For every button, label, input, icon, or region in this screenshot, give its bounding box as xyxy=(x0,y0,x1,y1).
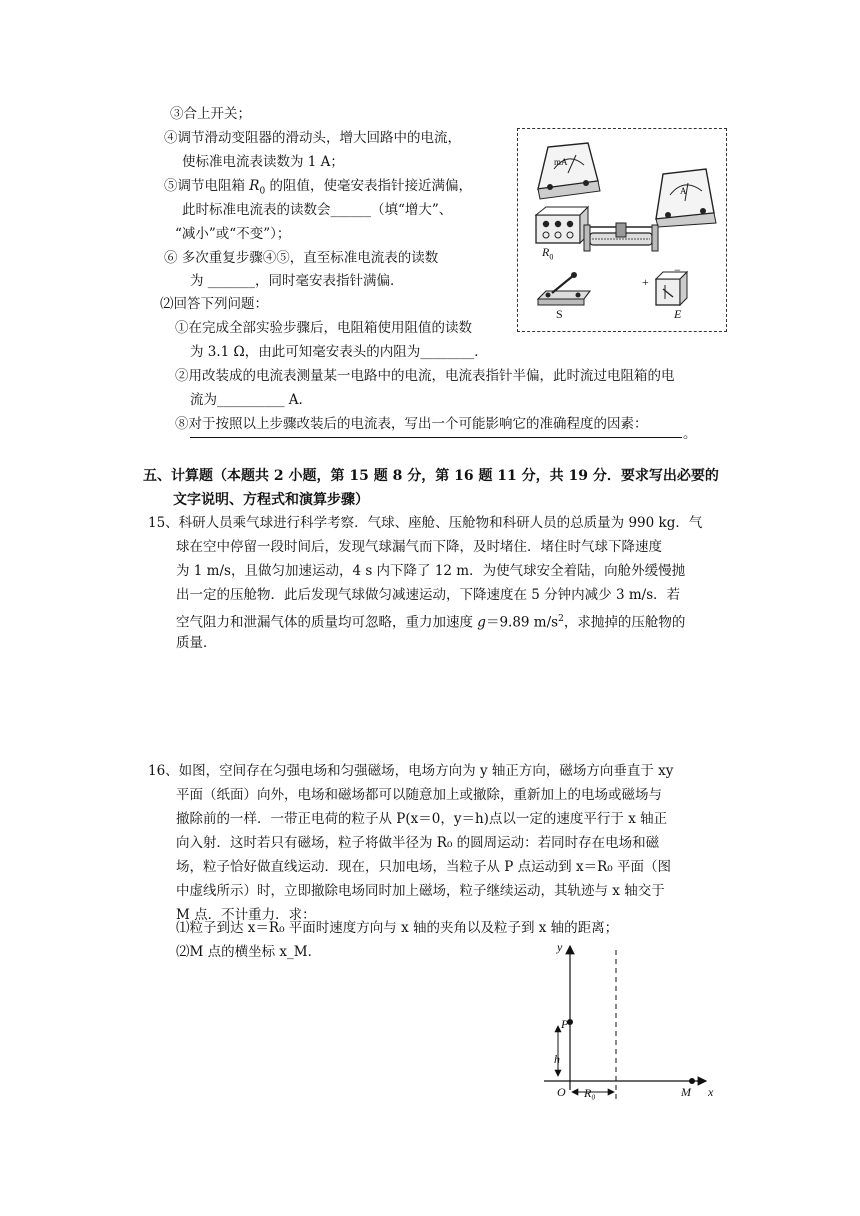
question-2-2-line2: 流为__________ A． xyxy=(190,392,313,408)
problem-16-question-1: ⑴粒子到达 x＝R₀ 平面时速度方向与 x 轴的夹角以及粒子到 x 轴的距离； xyxy=(176,920,619,936)
p-label: P xyxy=(561,1017,569,1031)
problem-16-question-2: ⑵M 点的横坐标 x_M． xyxy=(176,944,322,960)
problem-16-line4: 向入射．这时若只有磁场，粒子将做半径为 R₀ 的圆周运动：若同时存在电场和磁 xyxy=(176,835,660,851)
question-2-1-line1: ①在完成全部实验步骤后，电阻箱使用阻值的读数 xyxy=(175,320,472,336)
point-m xyxy=(689,1078,695,1084)
switch-label: S xyxy=(556,307,563,321)
problem-16-line1: 16、如图，空间存在匀强电场和匀强磁场，电场方向为 y 轴正方向，磁场方向垂直于 xy xyxy=(148,763,674,779)
question-2-3-end: 。 xyxy=(683,426,697,442)
battery-plus: + xyxy=(642,275,649,289)
step-5-line3: “减小”或“不变”）； xyxy=(175,226,291,242)
problem-16-line5: 场，粒子恰好做直线运动．现在，只加电场，当粒子从 P 点运动到 x＝R₀ 平面（图 xyxy=(176,859,671,875)
h-label: h xyxy=(554,1052,560,1066)
problem-16-line2: 平面（纸面）向外，电场和磁场都可以随意加上或撤除，重新加上的电场或磁场与 xyxy=(176,787,662,803)
step-6-line1: ⑥ 多次重复步骤④⑤，直至标准电流表的读数 xyxy=(164,250,439,266)
problem-15-line5: 空气阻力和泄漏气体的质量均可忽略，重力加速度 g＝9.89 $m/s^2$，求抛掉的压舱物的 xyxy=(176,614,686,631)
step-4-line2: 使标准电流表读数为 1 A； xyxy=(182,154,344,170)
r0-distance-label: R₀ xyxy=(584,1086,596,1100)
question-2-1-line2: 为 3.1 Ω，由此可知毫安表头的内阻为________． xyxy=(190,344,488,360)
question-2-heading: ⑵回答下列问题： xyxy=(160,296,268,312)
y-axis-label: y xyxy=(557,940,563,954)
r0-label: $R_0$ xyxy=(542,245,554,262)
ammeter-label: A xyxy=(680,186,687,196)
milliammeter-icon xyxy=(538,143,600,199)
origin-label: O xyxy=(557,1085,566,1099)
step-3: ③合上开关； xyxy=(170,106,251,122)
problem-15-line1: 15、科研人员乘气球进行科学考察．气球、座舱、压舱物和科研人员的总质量为 990 kg．气 xyxy=(148,515,703,531)
resistance-box-icon xyxy=(536,207,588,243)
rheostat-icon xyxy=(584,223,658,251)
step-5-line1: ⑤调节电阻箱 $R_0$ 的阻值，使毫安表指针接近满偏， xyxy=(164,178,472,197)
apparatus-drawing xyxy=(518,129,725,330)
problem-15-line6: 质量． xyxy=(176,635,217,651)
problem-16-line3: 撤除前的一样．一带正电荷的粒子从 P(x＝0，y＝h)点以一定的速度平行于 x 轴正 xyxy=(176,811,668,827)
question-2-3-line1: ⑧对于按照以上步骤改装后的电流表，写出一个可能影响它的准确程度的因素： xyxy=(175,416,648,432)
battery-icon xyxy=(656,272,687,305)
switch-icon xyxy=(538,272,590,305)
step-5-line2: 此时标准电流表的读数会______（填“增大”、 xyxy=(182,202,453,218)
answer-blank-line xyxy=(190,437,682,438)
battery-minus: − xyxy=(674,263,681,277)
section-5-heading-line1: 五、计算题（本题共 2 小题，第 15 题 8 分，第 16 题 11 分，共 19 分．要求写出必要的 xyxy=(143,468,719,484)
step-4-line1: ④调节滑动变阻器的滑动头，增大回路中的电流， xyxy=(164,130,461,146)
problem-16-line6: 中虚线所示）时，立即撤除电场同时加上磁场，粒子继续运动，其轨迹与 x 轴交于 xyxy=(176,883,665,899)
x-axis-label: x xyxy=(708,1085,714,1099)
m-label: M xyxy=(681,1085,691,1099)
step-6-line2: 为 _______，同时毫安表指针满偏． xyxy=(190,273,404,289)
ammeter-icon xyxy=(656,169,716,227)
problem-16-line7: M 点．不计重力．求： xyxy=(176,907,316,923)
battery-label: E xyxy=(674,307,682,321)
problem-15-line3: 为 1 m/s，且做匀加速运动，4 s 内下降了 12 m．为使气球安全着陆，向舱外缓慢抛 xyxy=(176,563,686,579)
question-2-2-line1: ②用改装成的电流表测量某一电路中的电流，电流表指针半偏，此时流过电阻箱的电 xyxy=(175,368,675,384)
apparatus-figure xyxy=(517,128,727,332)
problem-15-line2: 球在空中停留一段时间后，发现气球漏气而下降，及时堵住．堵住时气球下降速度 xyxy=(176,539,662,555)
problem-15-line4: 出一定的压舱物．此后发现气球做匀减速运动，下降速度在 5 分钟内减少 3 m/s．若 xyxy=(176,587,681,603)
section-5-heading-line2: 文字说明、方程式和演算步骤） xyxy=(173,492,369,508)
milliammeter-label: mA xyxy=(554,157,568,167)
